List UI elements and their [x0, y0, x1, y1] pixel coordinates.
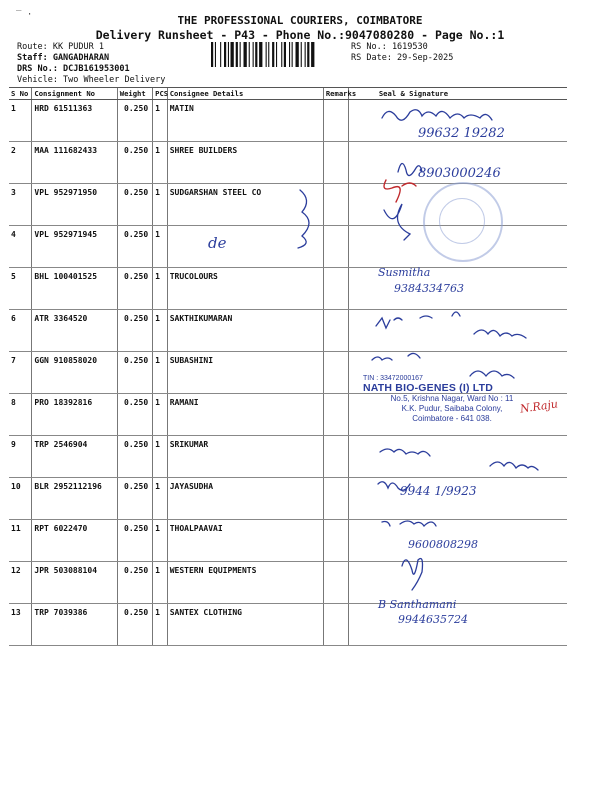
row-remarks	[323, 520, 348, 562]
handwritten-phone-5: 9600808298	[408, 538, 478, 551]
row-pcs: 1	[153, 268, 168, 310]
row-sno: 9	[9, 436, 32, 478]
row-sno: 8	[9, 394, 32, 436]
row-consignment: TRP 2546904	[32, 436, 117, 478]
row-weight: 0.250	[117, 394, 152, 436]
row-consignment: GGN 910858020	[32, 352, 117, 394]
row-pcs: 1	[153, 184, 168, 226]
col-header-pcs: PCS	[153, 88, 168, 100]
col-header-signature: Seal & Signature	[348, 88, 567, 100]
handwritten-phone-4: 9944 1/9923	[400, 484, 477, 498]
staff-info: Staff: GANGADHARAN	[17, 53, 110, 63]
company-stamp	[363, 375, 541, 424]
row-sno: 11	[9, 520, 32, 562]
row-consignee: SANTEX CLOTHING	[167, 604, 323, 646]
row-weight: 0.250	[117, 520, 152, 562]
table-row	[9, 310, 567, 352]
handwritten-phone-1: 99632 19282	[418, 126, 505, 141]
round-seal-stamp	[423, 182, 503, 262]
row-consignee: SUDGARSHAN STEEL CO	[167, 184, 323, 226]
row-sno: 6	[9, 310, 32, 352]
row-sno: 12	[9, 562, 32, 604]
row-sno: 3	[9, 184, 32, 226]
table-row	[9, 436, 567, 478]
row-pcs: 1	[153, 100, 168, 142]
col-header-remarks: Remarks	[323, 88, 348, 100]
row-signature	[348, 436, 567, 478]
stamp-address-3: Coimbatore - 641 038.	[412, 414, 492, 423]
row-sno: 13	[9, 604, 32, 646]
row-consignee: TRUCOLOURS	[167, 268, 323, 310]
stamp-address-1: No.5, Krishna Nagar, Ward No : 11	[390, 394, 514, 403]
table-row	[9, 268, 567, 310]
handwritten-red-signature: N.Raju	[519, 397, 559, 416]
col-header-weight: Weight	[117, 88, 152, 100]
row-remarks	[323, 268, 348, 310]
row-consignee	[167, 226, 323, 268]
rs-number: RS No.: 1619530	[351, 42, 428, 52]
row-pcs: 1	[153, 394, 168, 436]
handwritten-name-1: Susmitha	[378, 266, 431, 279]
row-weight: 0.250	[117, 352, 152, 394]
row-consignee: SAKTHIKUMARAN	[167, 310, 323, 352]
handwritten-phone-6: 9944635724	[398, 613, 468, 626]
col-header-sno: S No	[9, 88, 32, 100]
row-remarks	[323, 184, 348, 226]
row-sno: 7	[9, 352, 32, 394]
row-remarks	[323, 142, 348, 184]
row-weight: 0.250	[117, 226, 152, 268]
table-header-row	[9, 88, 567, 100]
row-pcs: 1	[153, 352, 168, 394]
handwritten-phone-3: 9384334763	[394, 282, 464, 295]
table-row	[9, 478, 567, 520]
row-signature	[348, 310, 567, 352]
table-row	[9, 562, 567, 604]
row-consignee: WESTERN EQUIPMENTS	[167, 562, 323, 604]
row-weight: 0.250	[117, 436, 152, 478]
row-remarks	[323, 226, 348, 268]
handwritten-name-2: B Santhamani	[378, 598, 457, 611]
row-sno: 4	[9, 226, 32, 268]
row-consignment: MAA 111682433	[32, 142, 117, 184]
row-sno: 10	[9, 478, 32, 520]
row-weight: 0.250	[117, 268, 152, 310]
row-weight: 0.250	[117, 604, 152, 646]
row-consignment: ATR 3364520	[32, 310, 117, 352]
row-pcs: 1	[153, 142, 168, 184]
row-consignee: RAMANI	[167, 394, 323, 436]
runsheet-title: Delivery Runsheet - P43 - Phone No.:9047080280 - Page No.:1	[95, 28, 505, 42]
stamp-company: NATH BIO-GENES (I) LTD	[363, 382, 494, 394]
row-remarks	[323, 604, 348, 646]
row-consignee: MATIN	[167, 100, 323, 142]
row-remarks	[323, 394, 348, 436]
row-remarks	[323, 478, 348, 520]
route-info: Route: KK PUDUR 1	[17, 42, 104, 52]
row-sno: 2	[9, 142, 32, 184]
row-remarks	[323, 310, 348, 352]
row-consignment: RPT 6022470	[32, 520, 117, 562]
row-consignment: BHL 100401525	[32, 268, 117, 310]
row-consignment: BLR 2952112196	[32, 478, 117, 520]
row-pcs: 1	[153, 562, 168, 604]
vehicle-info: Vehicle: Two Wheeler Delivery	[17, 75, 166, 85]
col-header-consignment: Consignment No	[32, 88, 117, 100]
row-consignment: JPR 503088104	[32, 562, 117, 604]
row-consignee: SHREE BUILDERS	[167, 142, 323, 184]
row-consignment: VPL 952971950	[32, 184, 117, 226]
drs-number: DRS No.: DCJB161953001	[17, 64, 130, 74]
corner-mark: ‾ ·	[16, 10, 33, 20]
row-pcs: 1	[153, 436, 168, 478]
row-sno: 5	[9, 268, 32, 310]
row-pcs: 1	[153, 520, 168, 562]
row-remarks	[323, 100, 348, 142]
row-consignment: VPL 952971945	[32, 226, 117, 268]
stamp-address-2: K.K. Pudur, Saibaba Colony,	[401, 404, 503, 413]
row-sno: 1	[9, 100, 32, 142]
rs-date: RS Date: 29-Sep-2025	[351, 53, 454, 63]
row-remarks	[323, 436, 348, 478]
row-pcs: 1	[153, 310, 168, 352]
table-row	[9, 520, 567, 562]
handwritten-phone-2: 8903000246	[418, 166, 501, 181]
row-weight: 0.250	[117, 142, 152, 184]
row-pcs: 1	[153, 478, 168, 520]
row-weight: 0.250	[117, 562, 152, 604]
row-pcs: 1	[153, 604, 168, 646]
row-remarks	[323, 352, 348, 394]
row-pcs: 1	[153, 226, 168, 268]
row-weight: 0.250	[117, 184, 152, 226]
table-row	[9, 604, 567, 646]
row-consignee: SRIKUMAR	[167, 436, 323, 478]
row-consignee: JAYASUDHA	[167, 478, 323, 520]
handwritten-note: de	[208, 234, 227, 252]
row-consignment: HRD 61511363	[32, 100, 117, 142]
company-title: THE PROFESSIONAL COURIERS, COIMBATORE	[177, 14, 423, 27]
row-remarks	[323, 562, 348, 604]
row-weight: 0.250	[117, 478, 152, 520]
stamp-tin: TIN : 33472000167	[363, 375, 423, 382]
row-consignment: PRO 18392816	[32, 394, 117, 436]
row-consignee: SUBASHINI	[167, 352, 323, 394]
row-consignee: THOALPAAVAI	[167, 520, 323, 562]
barcode	[211, 42, 348, 67]
row-consignment: TRP 7039386	[32, 604, 117, 646]
row-weight: 0.250	[117, 310, 152, 352]
col-header-consignee: Consignee Details	[167, 88, 323, 100]
row-weight: 0.250	[117, 100, 152, 142]
